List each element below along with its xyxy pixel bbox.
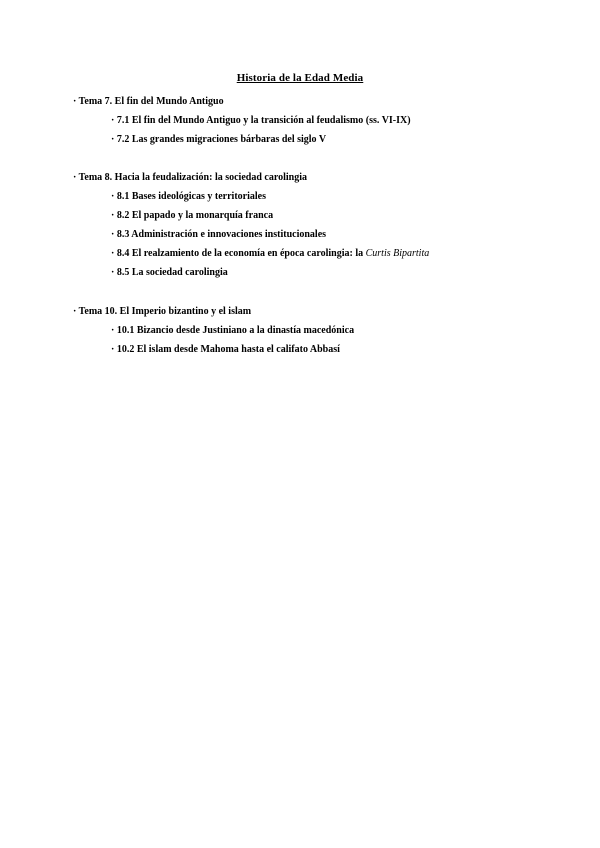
item-8-1: · 8.1 Bases ideológicas y territoriales <box>111 191 266 202</box>
item-8-2: · 8.2 El papado y la monarquía franca <box>111 210 274 221</box>
item-7-1: · 7.1 El fin del Mundo Antiguo y la transición al feudalismo (ss. VI-IX) <box>111 115 411 126</box>
item-10-1: · 10.1 Bizancio desde Justiniano a la dinastía macedónica <box>111 325 355 336</box>
tema-10-heading: · Tema 10. El Imperio bizantino y el islam <box>73 306 252 317</box>
item-10-2: · 10.2 El islam desde Mahoma hasta el califato Abbasí <box>111 344 340 355</box>
document-title: Historia de la Edad Media <box>236 72 364 84</box>
item-8-4 <box>111 248 429 260</box>
item-8-4-italic: Curtis Bipartita <box>365 248 430 259</box>
tema-8-heading: · Tema 8. Hacia la feudalización: la sociedad carolingia <box>73 172 307 183</box>
item-7-2: · 7.2 Las grandes migraciones bárbaras del siglo V <box>111 134 327 145</box>
item-8-4-text: · 8.4 El realzamiento de la economía en época carolingia: la <box>111 248 366 259</box>
item-8-3: · 8.3 Administración e innovaciones institucionales <box>111 229 327 240</box>
tema-7-heading: · Tema 7. El fin del Mundo Antiguo <box>73 96 224 107</box>
item-8-5: · 8.5 La sociedad carolingia <box>111 267 228 278</box>
